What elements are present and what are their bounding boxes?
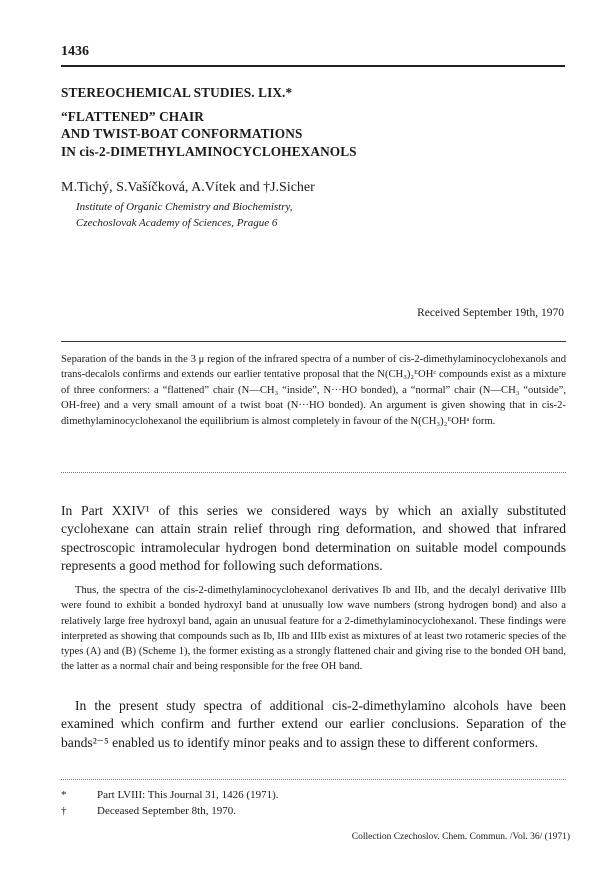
- body-paragraph-2: [61, 583, 566, 675]
- footnote-mark: *: [61, 789, 67, 801]
- footnote-mark: †: [61, 805, 67, 817]
- affiliation: [76, 199, 293, 231]
- journal-citation: Collection Czechoslov. Chem. Commun. /Vol. 36/ (1971): [351, 832, 570, 842]
- footnote-text: Part LVIII: This Journal 31, 1426 (1971).: [97, 789, 279, 801]
- title-line-2: “FLATTENED” CHAIR: [61, 108, 204, 124]
- intro-paragraph: [61, 502, 566, 576]
- affiliation-line-2: Czechoslovak Academy of Sciences, Prague 6: [76, 217, 278, 229]
- paragraph-2-text: Thus, the spectra of the cis-2-dimethylaminocyclohexanol derivatives Ib and IIb, and the decalyl derivative IIIb were found to exhibit a bonded hydroxyl band at unusually low wave numbers (strong hydrogen bond) and also a relatively large free hydroxyl band, again an unusual feature for a 2-dimethylaminocyclohexanol. These findings were interpreted as showing that compounds such as Ib, IIb and IIIb exist as mixtures of at least two rotameric species of the types (A) and (B) (Scheme 1), the former existing as a strongly flattened chair and giving rise to the bonded OH band, the latter as a normal chair and being responsible for the free OH band.: [61, 585, 566, 673]
- paragraph-3-text: In the present study spectra of additional cis-2-dimethylamino alcohols have been examined which confirm and further extend our earlier conclusions. Separation of the bands²⁻⁵ enabled us to identify minor peaks and to assign these to different conformers.: [61, 698, 566, 750]
- author-list: M.Tichý, S.Vašíčková, A.Vítek and †J.Sicher: [61, 180, 315, 195]
- abstract-text: Separation of the bands in the 3 μ region of the infrared spectra of a number of cis-2-dimethylaminocyclohexanols and trans-decalols confirms and extends our earlier tentative proposal that the N(CH₃)₂ᴱOHᶜ compounds exist as a mixture of three conformers: a “flattened” chair (N—CH₃ “inside”, N···HO bonded), a “normal” chair (N—CH₃ “outside”, OH-free) and a very small amount of a twist boat (N···HO bonded). An argument is given showing that in cis-2-dimethylaminocyclohexanol the equilibrium is almost completely in favour of the N(CH₃)₂ᴱOHᵃ form.: [61, 354, 566, 427]
- body-paragraph-3: [61, 697, 566, 752]
- title-line-4: IN cis-2-DIMETHYLAMINOCYCLOHEXANOLS: [61, 143, 357, 159]
- intro-text: In Part XXIV¹ of this series we considered ways by which an axially substituted cyclohexane can attain strain relief through ring deformation, and showed that infrared spectroscopic intramolecular hydrogen bond determination on suitable model compounds represents a good method for following such deformations.: [61, 503, 566, 574]
- footnote-text: Deceased September 8th, 1970.: [97, 805, 236, 817]
- abstract-bottom-rule: [61, 472, 566, 473]
- footnotes: [61, 787, 278, 819]
- title-line-1: STEREOCHEMICAL STUDIES. LIX.*: [61, 85, 293, 100]
- article-title: [61, 84, 571, 160]
- header-rule: [61, 65, 565, 67]
- received-date: Received September 19th, 1970: [417, 307, 564, 319]
- page-number: 1436: [61, 44, 89, 59]
- footnote: [61, 787, 278, 803]
- footnote: [61, 803, 278, 819]
- abstract-top-rule: [61, 341, 566, 342]
- abstract: [61, 352, 566, 429]
- footnote-rule: [61, 779, 566, 780]
- title-line-3: AND TWIST-BOAT CONFORMATIONS: [61, 126, 303, 141]
- affiliation-line-1: Institute of Organic Chemistry and Biochemistry,: [76, 201, 293, 213]
